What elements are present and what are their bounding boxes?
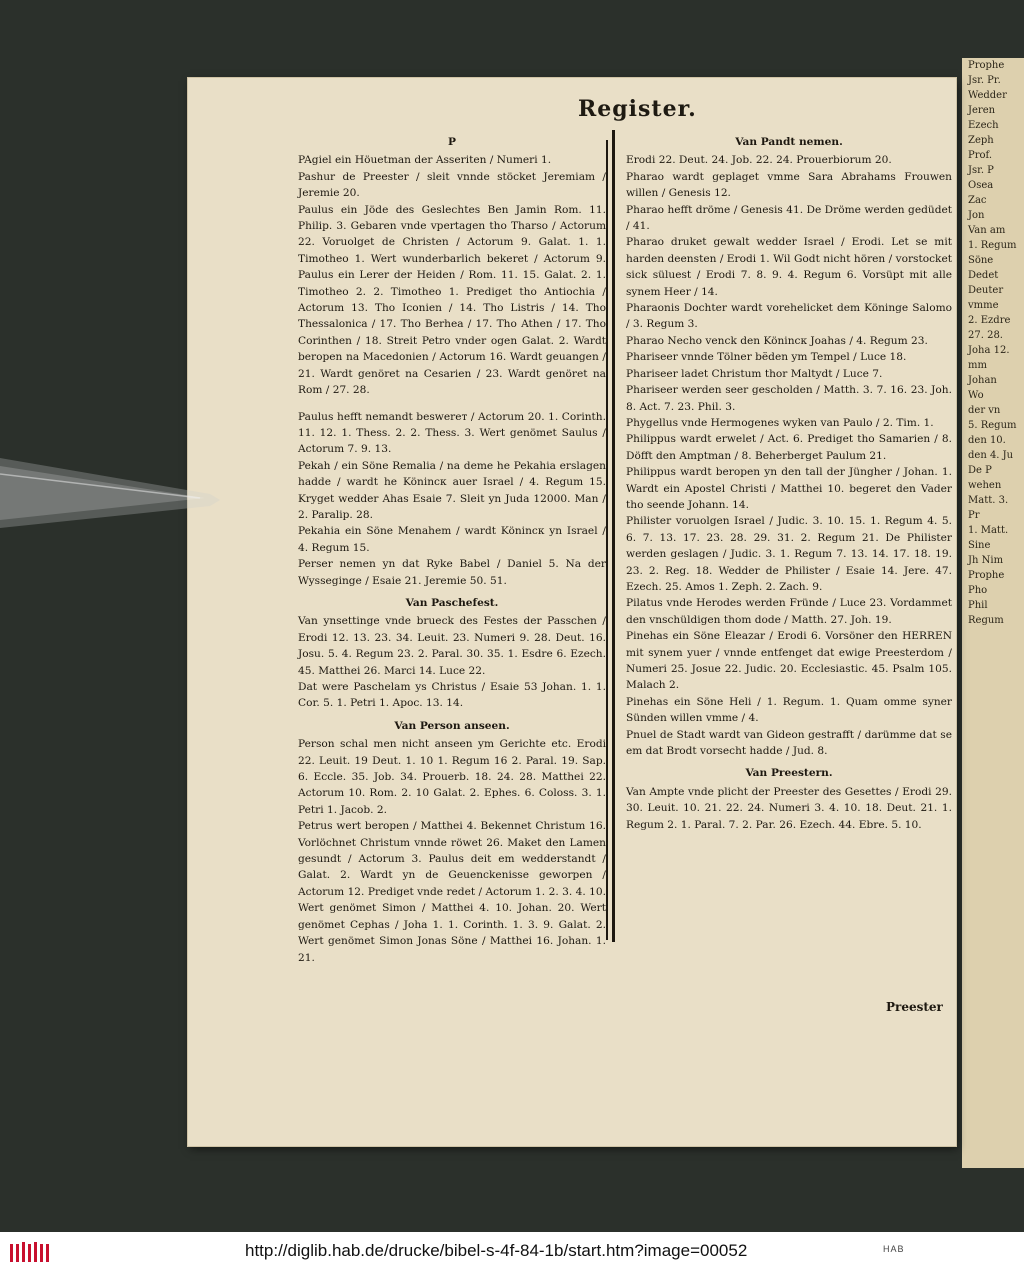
next-page-line: Jsr. Pr. — [968, 75, 1001, 86]
next-page-line: Johan — [968, 375, 997, 386]
next-page-line: 2. Ezdre — [968, 315, 1011, 326]
register-entry: Perser nemen yn dat Ryke Babel / Daniel 5. Na der Wyssegingе / Esaie 21. Jeremie 50. 51. — [298, 558, 606, 587]
register-entry: PAgiel ein Höuetman der Asseriten / Numeri 1. — [298, 154, 552, 167]
column-rule — [612, 130, 615, 942]
register-entry: Paulus ein Jöde des Geslechtes Ben Jamin Rom. 11. Philip. 3. Gebaren vnde vpertagen tho Tharso / Actorum 22. Voruolget de Christen / Actorum 9. Galat. 1. 1. Timotheo 1. Wert wunderbarlich bekeret / Actorum 9. Paulus ein Lerer der Heiden / Rom. 11. 15. Galat. 2. 1. Timotheo 2. 2. Timotheo 1. Prediget tho Antiochia / Actorum 13. Tho Iconien / 14. Tho Listris / 14. Tho Thessalonica / 17. Tho Berhea / 17. Tho Athen / 17. Tho Corinthen / 18. Streit Petro vnder ogen Galat. 2. Wardt beropen na Macedonien / Actorum 16. Wardt geuangen / 21. Wardt genöret na Cesarien / 23. Wardt genöret na Rom / 27. 28. — [298, 203, 606, 397]
next-page-line: De P — [968, 465, 992, 476]
catchword: Preester — [886, 1000, 943, 1014]
next-page-line: 1. Regum — [968, 240, 1017, 251]
section-heading: Van Pandt nemen. — [735, 136, 843, 148]
register-entry: Pilatus vnde Herodes werden Fründe / Luce 23. Vordammet den vnschüldigen thom dode / Matth. 27. Joh. 19. — [626, 597, 952, 626]
next-page-line: Van am — [968, 225, 1006, 236]
plastic-clip — [0, 428, 220, 538]
next-page-line: Regum — [968, 615, 1004, 626]
register-entry: Pnuel de Stadt wardt van Gideon gestrafft / darümme dat se em dat Brodt vorsecht hadde / Jud. 8. — [626, 728, 952, 758]
next-page-line: Jh Nim — [968, 555, 1004, 566]
column-rule-inner — [606, 140, 608, 940]
register-entry: Person schal men nicht anseen ym Gerichte etc. Erodi 22. Leuit. 19 Deut. 1. 10 1. Regum 16 2. Paral. 19. Sap. 6. Eccle. 35. Job. 34. Prouerb. 18. 24. 28. Matthei 22. Actorum 10. Rom. 2. 10 Galat. 2. Ephes. 6. Coloss. 3. 1. Petri 1. Jacob. 2. — [298, 738, 606, 816]
next-page-line: Osea — [968, 180, 994, 191]
next-page-line: Pho — [968, 585, 988, 596]
next-page-line: den 10. — [968, 435, 1006, 446]
register-entry: Pharao druket gewalt wedder Israel / Erodi. Let se mit harden deensten / Erodi 1. Wil Godt nicht hören / vorstocket sick süluest / Erodi 7. 8. 9. 4. Regum 6. Vorsüpt mit alle synem Heer / 14. — [626, 236, 952, 298]
next-page-line: Jeren — [968, 105, 996, 116]
section-heading: P — [448, 136, 456, 148]
next-page-line: Sine — [968, 540, 991, 551]
spacer — [298, 399, 606, 409]
register-entry: Pinehas ein Söne Heli / 1. Regum. 1. Quam omme syner Sünden willen vmme / 4. — [626, 695, 952, 725]
register-entry: Philister voruolgen Israel / Judic. 3. 10. 15. 1. Regum 4. 5. 6. 7. 13. 17. 23. 28. 29. 31. 2. Regum 21. De Philister werden geslagen / Judic. 3. 1. Regum 7. 13. 14. 17. 18. 19. 23. 2. Reg. 18. Wedder de Philister / Esaie 14. Jere. 47. Ezech. 25. Amos 1. Zeph. 2. Zach. 9. — [626, 515, 952, 593]
next-page-line: Prophe — [968, 570, 1005, 581]
section-heading: Van Person anseen. — [394, 719, 510, 732]
next-page-line: Jon — [968, 210, 985, 221]
next-page-line: Dedet — [968, 270, 999, 281]
register-entry: Van Ampte vnde plicht der Preester des Gesettes / Erodi 29. 30. Leuit. 10. 21. 22. 24. Numeri 3. 4. 10. 18. Deut. 21. 1. Regum 2. 1. Paral. 7. 2. Par. 26. Ezech. 44. Ebre. 5. 10. — [626, 785, 952, 831]
viewer-footer — [0, 1232, 1024, 1272]
register-entry: Van ynsettinge vnde bruеck des Festes der Passchen / Erodi 12. 13. 23. 34. Leuit. 23. Numeri 9. 28. Deut. 16. Josu. 5. 4. Regum 23. 2. Paral. 30. 35. 1. Esdre 6. Ezech. 45. Matthei 26. Marci 14. Luce 22. — [298, 615, 606, 677]
register-entry: Pharisеer vnnde Tölner bёden ym Tempel / Luce 18. — [626, 351, 907, 364]
next-page-line: Wo — [968, 390, 984, 401]
next-page-line: 5. Regum — [968, 420, 1017, 431]
next-page-edge — [962, 58, 1024, 1168]
next-page-line: wehen — [968, 480, 1002, 491]
register-entry: Erodi 22. Deut. 24. Job. 22. 24. Prouerbiorum 20. — [626, 154, 892, 167]
register-entry: Petrus wert beropen / Matthei 4. Bekennet Christum 16. Vorlöchnet Christum vnnde röwet 26. Maket den Lamen gesundt / Actorum 3. Paulus deit em wedderstandt / Galat. 2. Wardt yn de Geuenckenisse geworpen / Actorum 12. Prediget vnde redet / Actorum 1. 2. 3. 4. 10. Wert genömet Simon / Matthei 4. 10. Johan. 20. Wert genömet Cephas / Joha 1. 1. Corinth. 1. 3. 9. Galat. 2. Wert genömet Simon Jonas Söne / Matthei 16. Johan. 1. 21. — [298, 820, 606, 964]
register-entry: Pashur de Preester / sleit vnnde stöcket Jeremiam / Jeremie 20. — [298, 170, 606, 200]
register-left-column — [298, 128, 606, 966]
register-entry: Pharao Necho venck den Könincк Joahas / 4. Regum 23. — [626, 334, 928, 347]
register-entry: Pharaonis Dochter wardt vorehelicket dem Köninge Salomo / 3. Regum 3. — [626, 302, 952, 331]
register-right-column — [626, 128, 952, 833]
register-entry: Pharisеer ladet Christum thor Maltydt / Luce 7. — [626, 367, 883, 380]
section-heading: Van Paschefest. — [405, 596, 499, 609]
register-entry: Dat were Paschelam ys Christus / Esaie 53 Johan. 1. 1. Cor. 5. 1. Petri 1. Apoc. 13. 14. — [298, 681, 606, 710]
next-page-line: Matt. 3. — [968, 495, 1009, 506]
register-entry: Phygellus vnde Hermogenes wyken van Paulo / 2. Tim. 1. — [626, 416, 934, 429]
next-page-line: 27. 28. — [968, 330, 1003, 341]
register-entry: Pinehas ein Söne Eleazar / Erodi 6. Vorsöner den HERREN mit synem yuer / vnnde entfenget dat ewige Preesterdom / Numeri 25. Josue 22. Judic. 20. Ecclesiastic. 45. Psalm 105. Malach 2. — [626, 630, 952, 692]
next-page-line: vmmе — [968, 300, 999, 311]
image-url-link[interactable]: http://diglib.hab.de/drucke/bibel-s-4f-84-1b/start.htm?image=00052 — [245, 1241, 748, 1260]
next-page-line: Prophe — [968, 60, 1005, 71]
register-entry: Philippus wardt erwelet / Act. 6. Prediget tho Samarien / 8. Döfft den Amptman / 8. Beherberget Paulum 21. — [626, 433, 952, 462]
next-page-line: den 4. Ju — [968, 450, 1014, 461]
next-page-line: Wedder — [968, 90, 1007, 101]
next-page-line: Deuter — [968, 285, 1004, 296]
next-page-line: Söne — [968, 255, 994, 266]
next-page-line: mm — [968, 360, 987, 371]
section-heading: Van Preestern. — [745, 767, 833, 780]
register-entry: Pharao hefft dröme / Genesis 41. De Dröme werden gedüdet / 41. — [626, 203, 952, 233]
next-page-line: Phil — [968, 600, 988, 611]
next-page-line: Pr — [968, 510, 980, 521]
footer-code: HAB — [883, 1244, 905, 1254]
next-page-line: Jsr. P — [968, 165, 994, 176]
next-page-line: Zeph — [968, 135, 994, 146]
next-page-line: der vn — [968, 405, 1001, 416]
page-title: Register. — [578, 96, 697, 122]
next-page-line: Zac — [968, 195, 987, 206]
next-page-line: Ezech — [968, 120, 999, 131]
register-entry: Pharisеer werden seer gescholden / Matth. 3. 7. 16. 23. Joh. 8. Act. 7. 23. Phil. 3. — [626, 384, 952, 413]
register-entry: Philippus wardt beropen yn den tall der Jüngher / Johan. 1. Wardt ein Apostel Christi / Matthei 10. begeret den Vader tho seende Johann. 14. — [626, 466, 952, 511]
register-entry: Pharao wardt geplaget vmme Sara Abrahams Frouwen willen / Genesis 12. — [626, 170, 952, 200]
register-entry: Pekah / ein Söne Remalia / na deme he Pekahia erslagen hadde / wardt he Könincк auer Israel / 4. Regum 15. Kryget wedder Ahas Esaie 7. Sleit yn Juda 12000. Man / 2. Paralip. 28. — [298, 459, 606, 521]
next-page-line: 1. Matt. — [968, 525, 1009, 536]
next-page-line: Prof. — [968, 150, 993, 161]
register-entry: Pekahia ein Söne Menahem / wardt Könincк yn Israel / 4. Regum 15. — [298, 525, 606, 554]
library-logo-icon — [8, 1240, 50, 1266]
register-entry: Paulus hefft nemandt beswerет / Actorum 20. 1. Corinth. 11. 12. 1. Thess. 2. 2. Thess. 3. Wert genömet Saulus / Actorum 7. 9. 13. — [298, 410, 606, 456]
next-page-line: Joha 12. — [968, 345, 1010, 356]
